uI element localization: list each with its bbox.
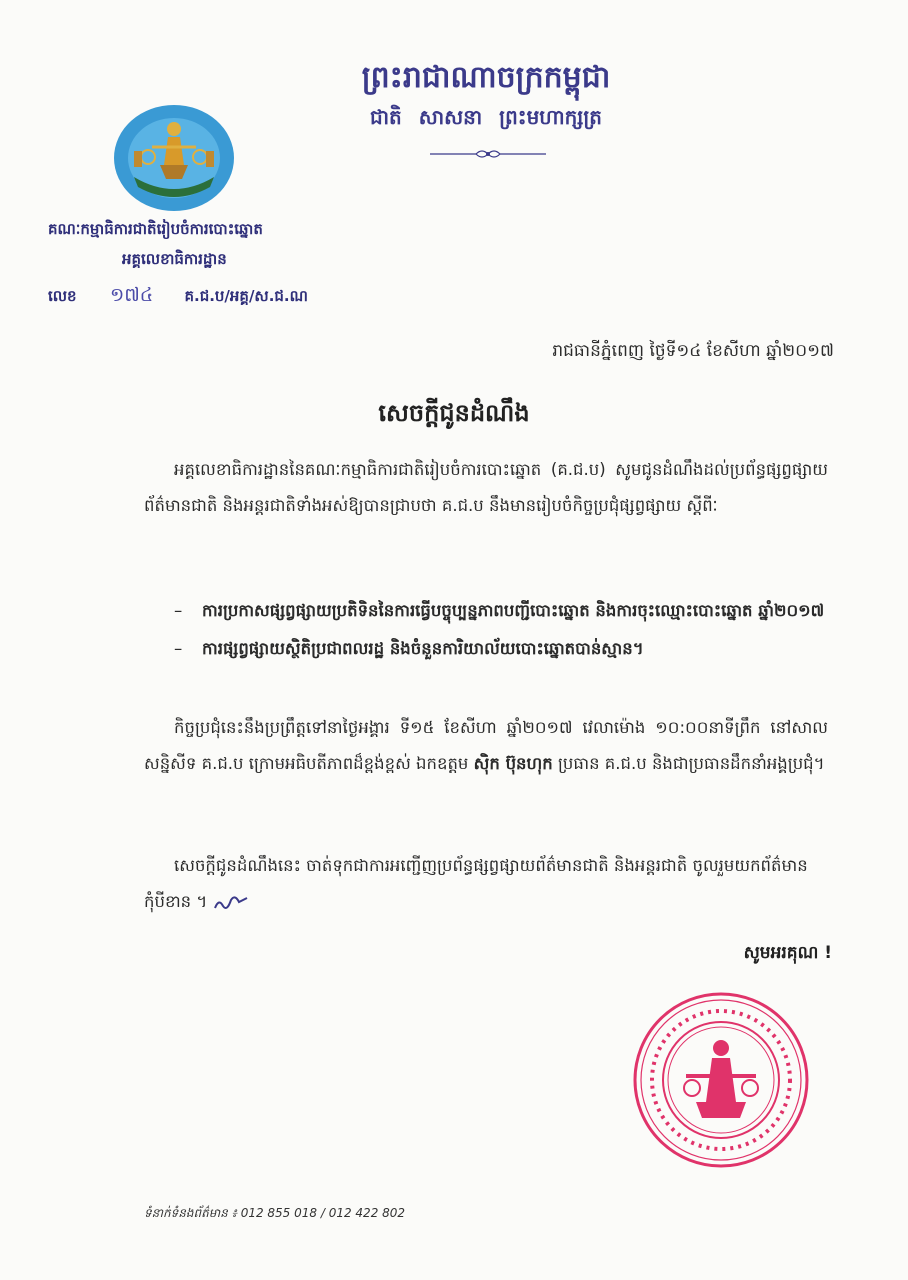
- national-motto: ជាតិ សាសនា ព្រះមហាក្សត្រ: [370, 105, 602, 129]
- ornament-divider-icon: [428, 146, 548, 162]
- handwritten-mark-icon: [213, 892, 249, 914]
- ref-number: ១៧៤: [109, 284, 154, 306]
- paragraph-2-text: កិច្ចប្រជុំនេះនឹងប្រព្រឹត្តទៅនាថ្ងៃអង្គារ ទី១៥ ខែសីហា ឆ្នាំ២០១៧ វេលាម៉ោង ១០:០០នាទីព្រឹក នៅសាលសន្និសីទ គ.ជ.ប ក្រោមអធិបតីភាពដ៏ខ្ពង់ខ្ពស់ ឯកឧត្តម: [144, 718, 828, 773]
- kingdom-heading: ព្រះរាជាណាចក្រកម្ពុជា: [361, 60, 611, 95]
- committee-name: គណៈកម្មាធិការជាតិរៀបចំការបោះឆ្នោត: [48, 220, 263, 238]
- body-paragraph-1: អគ្គលេខាធិការដ្ឋាននៃគណៈកម្មាធិការជាតិរៀបចំការបោះឆ្នោត (គ.ជ.ប) សូមជូនដំណឹងដល់ប្រព័ន្ធផ្សព្វផ្សាយព័ត៌មានជាតិ និងអន្តរជាតិទាំងអស់ឱ្យបានជ្រាបថា គ.ជ.ប នឹងមានរៀបចំកិច្ចប្រជុំផ្សព្វផ្សាយ ស្ដីពីៈ: [144, 460, 828, 515]
- agenda-list: [174, 596, 834, 672]
- body-paragraph-3: [144, 848, 828, 920]
- agenda-item: [174, 634, 834, 664]
- agenda-item-text: ការប្រកាសផ្សព្វផ្សាយប្រតិទិននៃការធ្វើបច្ចុប្បន្នភាពបញ្ជីបោះឆ្នោត និងការចុះឈ្មោះបោះឆ្នោត ឆ្នាំ២០១៧: [202, 601, 825, 620]
- ref-suffix: គ.ជ.ប/អគ្គ/ស.ជ.ណ: [184, 287, 308, 305]
- paragraph-2-text-end: ប្រធាន គ.ជ.ប និងជាប្រធានដឹកនាំអង្គប្រជុំ។: [557, 754, 825, 773]
- reference-number-row: [48, 283, 308, 311]
- agenda-item: [174, 596, 834, 626]
- body-paragraph-2: [144, 710, 828, 782]
- official-seal-icon: [626, 990, 816, 1170]
- paragraph-3-text: សេចក្ដីជូនដំណឹងនេះ ចាត់ទុកជាការអញ្ជើញប្រព័ន្ធផ្សព្វផ្សាយព័ត៌មានជាតិ និងអន្តរជាតិ ចូលរួមយកព័ត៌មានកុំបីខាន ។: [144, 856, 808, 911]
- dash-bullet-icon: –: [174, 639, 183, 658]
- agenda-item-text: ការផ្សព្វផ្សាយស្ថិតិប្រជាពលរដ្ឋ និងចំនួនការិយាល័យបោះឆ្នោតបាន់ស្មាន។: [202, 639, 644, 658]
- nec-emblem-icon: [112, 103, 236, 213]
- dash-bullet-icon: –: [174, 601, 183, 620]
- ref-label: លេខ: [48, 287, 77, 305]
- department-name: អគ្គលេខាធិការដ្ឋាន: [122, 250, 227, 268]
- notice-title: សេចក្ដីជូនដំណឹង: [378, 398, 530, 427]
- contact-footer: ទំនាក់ទំនងព័ត៌មាន ៖ 012 855 018 / 012 422 802: [144, 1206, 406, 1220]
- chairman-name: ស៊ិក ប៊ុនហុក: [473, 754, 553, 773]
- date-line: រាជធានីភ្នំពេញ ថ្ងៃទី១៤ ខែសីហា ឆ្នាំ២០១៧: [552, 341, 834, 361]
- closing-thanks: សូមអរគុណ !: [743, 943, 832, 963]
